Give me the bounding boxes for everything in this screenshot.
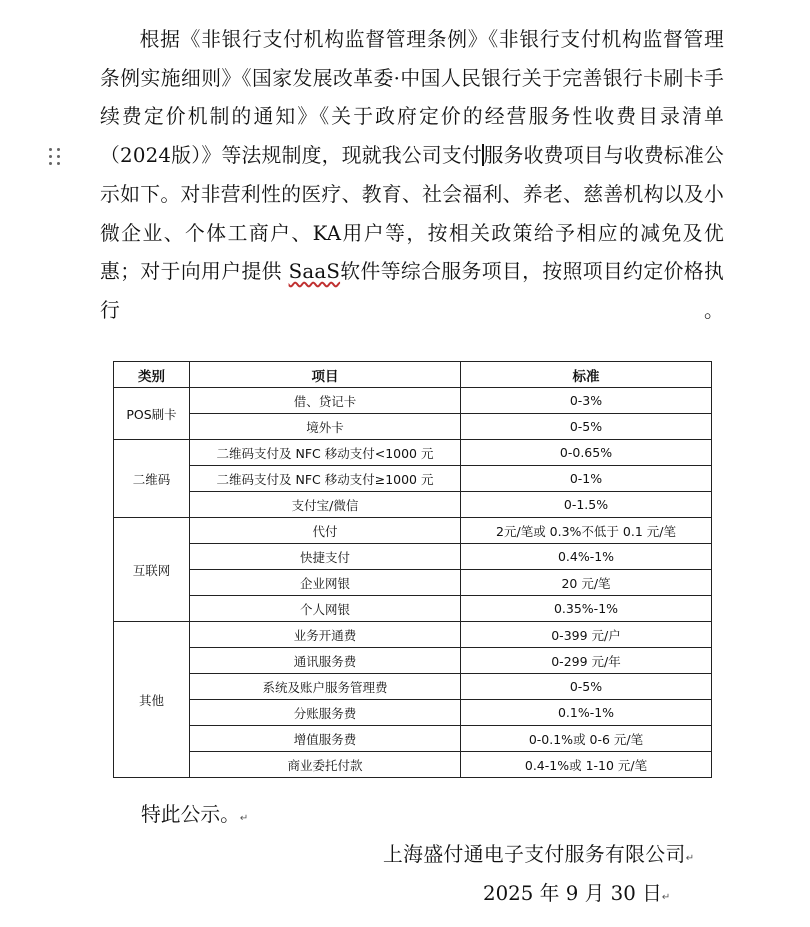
header-standard: 标准 — [461, 362, 712, 388]
paragraph-mark-icon: ↵ — [685, 853, 695, 864]
table-row — [114, 492, 712, 518]
item-cell: 系统及账户服务管理费 — [190, 674, 461, 700]
item-cell: 二维码支付及 NFC 移动支付≥1000 元 — [190, 466, 461, 492]
table-row — [114, 466, 712, 492]
item-cell: 分账服务费 — [190, 700, 461, 726]
notice-text: 特此公示。↵ — [141, 803, 249, 826]
table-header-row — [114, 362, 712, 388]
standard-cell: 0.1%-1% — [461, 700, 712, 726]
standard-cell: 0-5% — [461, 674, 712, 700]
item-cell: 企业网银 — [190, 570, 461, 596]
table-row — [114, 752, 712, 778]
standard-cell: 0.35%-1% — [461, 596, 712, 622]
table-row — [114, 388, 712, 414]
header-category: 类别 — [114, 362, 190, 388]
table-row — [114, 726, 712, 752]
table-row — [114, 648, 712, 674]
item-cell: 支付宝/微信 — [190, 492, 461, 518]
item-cell: 业务开通费 — [190, 622, 461, 648]
item-cell: 商业委托付款 — [190, 752, 461, 778]
company-name: 上海盛付通电子支付服务有限公司↵ — [383, 843, 695, 866]
table-row — [114, 440, 712, 466]
standard-cell: 0-1.5% — [461, 492, 712, 518]
standard-cell: 0-0.1%或 0-6 元/笔 — [461, 726, 712, 752]
standard-cell: 2元/笔或 0.3%不低于 0.1 元/笔 — [461, 518, 712, 544]
table-row — [114, 414, 712, 440]
item-cell: 代付 — [190, 518, 461, 544]
category-cell: 其他 — [114, 622, 190, 778]
item-cell: 增值服务费 — [190, 726, 461, 752]
paragraph-mark-icon: ↵ — [661, 892, 671, 903]
publish-date: 2025 年 9 月 30 日↵ — [483, 882, 671, 905]
category-cell: 互联网 — [114, 518, 190, 622]
item-cell: 通讯服务费 — [190, 648, 461, 674]
item-cell: 境外卡 — [190, 414, 461, 440]
table-row — [114, 518, 712, 544]
fee-table — [113, 361, 712, 778]
category-cell: POS刷卡 — [114, 388, 190, 440]
standard-cell: 20 元/笔 — [461, 570, 712, 596]
item-cell: 借、贷记卡 — [190, 388, 461, 414]
standard-cell: 0-1% — [461, 466, 712, 492]
table-row — [114, 700, 712, 726]
drag-handle-icon[interactable] — [49, 148, 63, 172]
category-cell: 二维码 — [114, 440, 190, 518]
standard-cell: 0-0.65% — [461, 440, 712, 466]
standard-cell: 0-399 元/户 — [461, 622, 712, 648]
item-cell: 快捷支付 — [190, 544, 461, 570]
table-row — [114, 570, 712, 596]
table-row — [114, 544, 712, 570]
intro-paragraph: 根据《非银行支付机构监督管理条例》《非银行支付机构监督管理条例实施细则》《国家发展改革委·中国人民银行关于完善银行卡刷卡手续费定价机制的通知》《关于政府定价的经营服务性收费目录清单（2024版）》等法规制度，现就我公司支付服务收费项目与收费标准公示如下。对非营利性的医疗、教育、社会福利、养老、慈善机构以及小微企业、个体工商户、KA用户等，按相关政策给予相应的减免及优惠；对于向用户提供 SaaS软件等综合服务项目，按照项目约定价格执行。 — [100, 28, 724, 322]
standard-cell: 0-299 元/年 — [461, 648, 712, 674]
standard-cell: 0-3% — [461, 388, 712, 414]
item-cell: 二维码支付及 NFC 移动支付<1000 元 — [190, 440, 461, 466]
item-cell: 个人网银 — [190, 596, 461, 622]
table-row — [114, 674, 712, 700]
standard-cell: 0.4-1%或 1-10 元/笔 — [461, 752, 712, 778]
standard-cell: 0-5% — [461, 414, 712, 440]
standard-cell: 0.4%-1% — [461, 544, 712, 570]
table-row — [114, 622, 712, 648]
paragraph-mark-icon: ↵ — [239, 813, 249, 824]
header-item: 项目 — [190, 362, 461, 388]
table-row — [114, 596, 712, 622]
spellcheck-word: SaaS — [288, 260, 341, 284]
